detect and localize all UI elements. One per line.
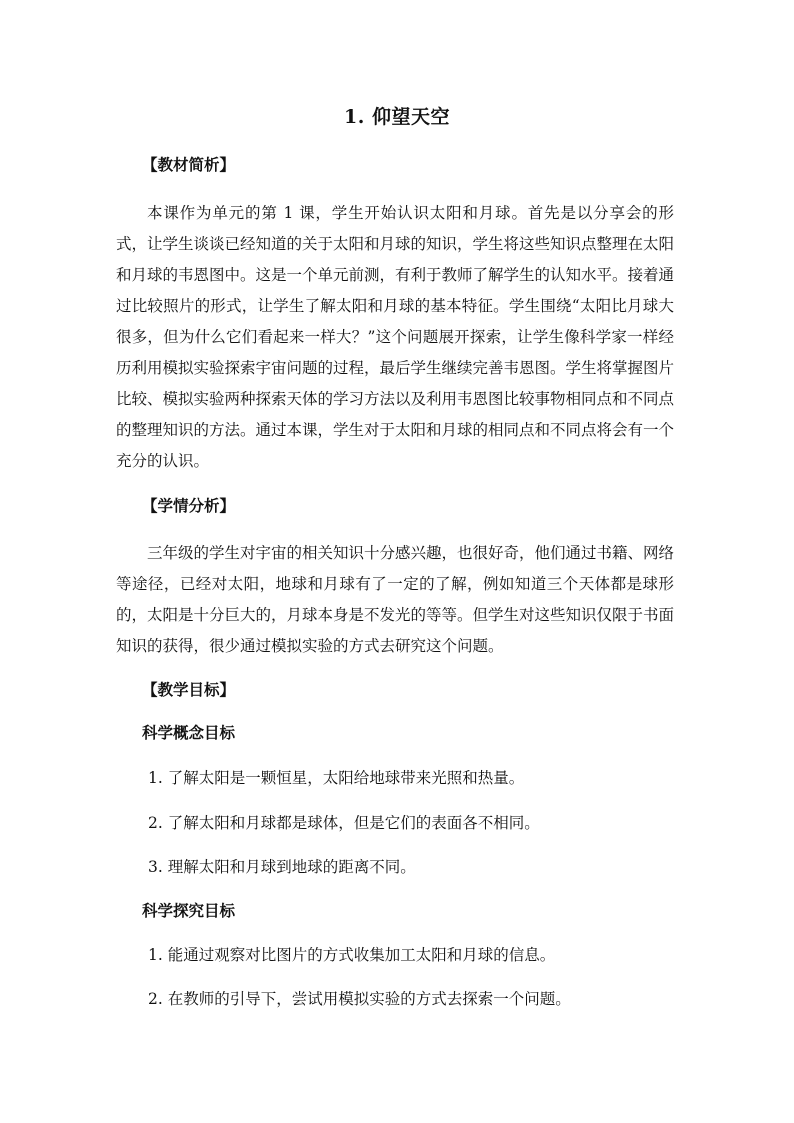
section-heading-teaching-goals: 【教学目标】 [142, 680, 236, 699]
subheading-science-inquiry-goals: 科学探究目标 [142, 901, 236, 920]
student-analysis-paragraph: 三年级的学生对宇宙的相关知识十分感兴趣，也很好奇，他们通过书籍、网络等途径，已经对太阳，地球和月球有了一定的了解，例如知道三个天体都是球形的，太阳是十分巨大的，月球本身是不发光的等等。但学生对这些知识仅限于书面知识的获得，很少通过模拟实验的方式去研究这个问题。 [116, 544, 675, 655]
concept-goal-item: 1. 了解太阳是一颗恒星，太阳给地球带来光照和热量。 [148, 769, 525, 787]
textbook-analysis-paragraph: 本课作为单元的第 1 课，学生开始认识太阳和月球。首先是以分享会的形式，让学生谈谈已经知道的关于太阳和月球的知识，学生将这些知识点整理在太阳和月球的韦恩图中。这是一个单元前测，有利于教师了解学生的认知水平。接着通过比较照片的形式，让学生了解太阳和月球的基本特征。学生围绕“太阳比月球大很多，但为什么它们看起来一样大？”这个问题展开探索，让学生像科学家一样经历利用模拟实验探索宇宙问题的过程，最后学生继续完善韦恩图。学生将掌握图片比较、模拟实验两种探索天体的学习方法以及利用韦恩图比较事物相同点和不同点的整理知识的方法。通过本课，学生对于太阳和月球的相同点和不同点将会有一个充分的认识。 [116, 204, 675, 470]
concept-goal-item: 2. 了解太阳和月球都是球体，但是它们的表面各不相同。 [148, 814, 540, 832]
section-heading-student-analysis: 【学情分析】 [142, 496, 236, 515]
inquiry-goal-item: 2. 在教师的引导下，尝试用模拟实验的方式去探索一个问题。 [148, 990, 571, 1008]
concept-goal-item: 3. 理解太阳和月球到地球的距离不同。 [148, 858, 416, 876]
inquiry-goal-item: 1. 能通过观察对比图片的方式收集加工太阳和月球的信息。 [148, 946, 556, 964]
section-heading-textbook-analysis: 【教材简析】 [142, 155, 236, 174]
subheading-science-concept-goals: 科学概念目标 [142, 723, 236, 742]
page-title: 1. 仰望天空 [344, 106, 450, 128]
